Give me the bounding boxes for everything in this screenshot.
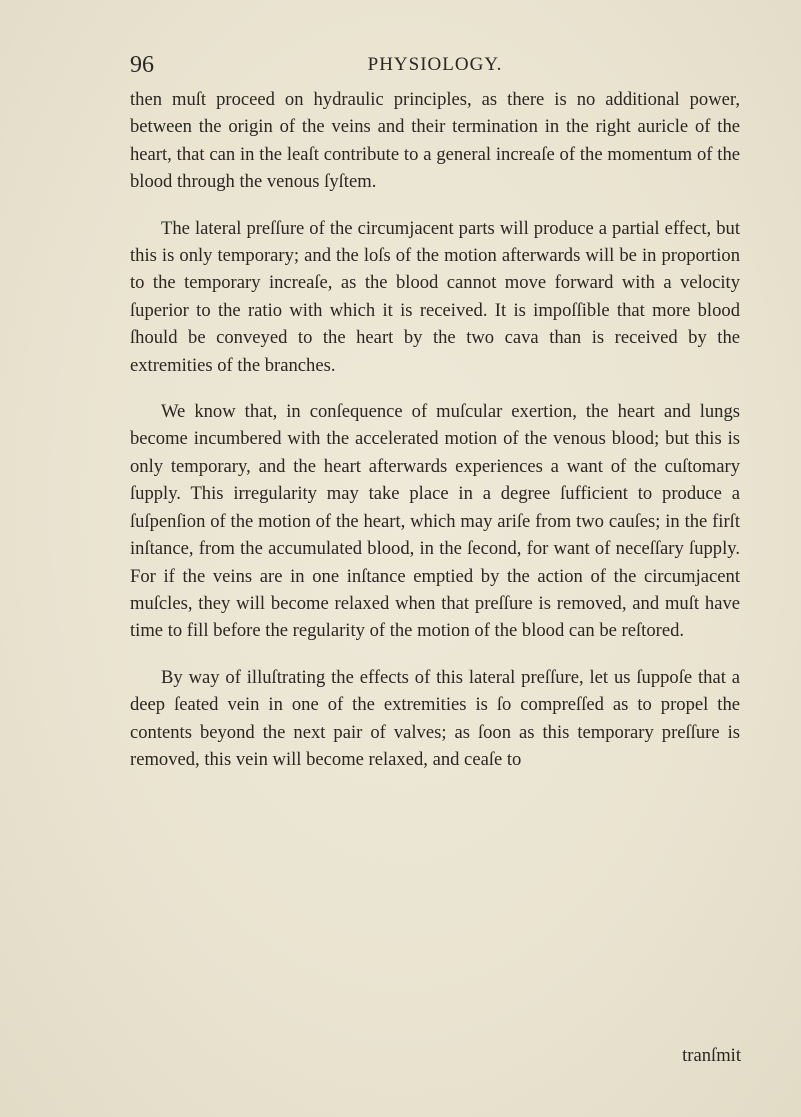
page-number: 96 bbox=[130, 52, 154, 78]
paragraph: By way of illuſtrating the effects of this lateral preſſure, let us ſuppoſe that a deep ſeated vein in one of the extremities is ſo compreſſed as to propel the contents beyond the next pair of valves; as ſoon as this temporary preſſure is removed, this vein will become relaxed, and ceaſe to bbox=[130, 666, 740, 770]
body-text bbox=[130, 86, 740, 773]
paragraph: We know that, in conſequence of muſcular exertion, the heart and lungs become incumbered with the accelerated motion of the venous blood; but this is only temporary, and the heart afterwards experiences a want of the cuſtomary ſupply. This irregularity may take place in a degree ſufficient to produce a ſuſpenſion of the motion of the heart, which may ariſe from two cauſes; in the firſt inſtance, from the accumulated blood, in the ſecond, for want of neceſſary ſupply. For if the veins are in one inſtance emptied by the action of the circumjacent muſcles, they will become relaxed when that preſſure is removed, and muſt have time to fill before the regularity of the motion of the blood can be reſtored. bbox=[130, 401, 740, 642]
catchword: tranſmit bbox=[682, 1045, 741, 1066]
paragraph: The lateral preſſure of the circumjacent parts will produce a partial effect, but this is only temporary; and the loſs of the motion afterwards will be in proportion to the temporary increaſe, as the blood cannot move forward with a velocity ſuperior to the ratio with which it is received. It is impoſſible that more blood ſhould be conveyed to the heart by the two cava than is received by the extremities of the branches. bbox=[130, 217, 740, 376]
page-header bbox=[130, 48, 740, 82]
running-head: PHYSIOLOGY. bbox=[367, 54, 503, 75]
paragraph: then muſt proceed on hydraulic principles, as there is no additional power, between the origin of the veins and their termination in the right auricle of the heart, that can in the leaſt contribute to a general increaſe of the momentum of the blood through the venous ſyſtem. bbox=[130, 89, 740, 193]
